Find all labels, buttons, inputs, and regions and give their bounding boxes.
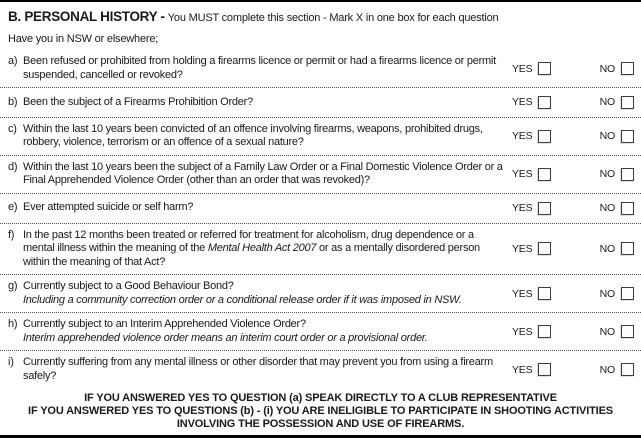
- no-answer: [600, 202, 634, 215]
- no-answer: [600, 62, 634, 75]
- yes-answer: [512, 168, 551, 181]
- question-text: Within the last 10 years been convicted of an offence involving firearms, weapons, prohibited drugs, robbery, violence, terrorism or an offence of a sexual nature?: [23, 122, 483, 149]
- question-text-block: [8, 280, 512, 307]
- answer-group: [512, 363, 634, 376]
- question-row-a: [0, 50, 641, 88]
- question-text: Ever attempted suicide or self harm?: [23, 201, 194, 214]
- question-text-block: [8, 201, 512, 215]
- question-letter: d): [8, 160, 18, 173]
- no-answer: [600, 363, 634, 376]
- answer-group: [512, 62, 634, 75]
- question-g-yes-checkbox[interactable]: [538, 287, 551, 300]
- question-text-block: [8, 96, 512, 110]
- question-a-no-checkbox[interactable]: [621, 62, 634, 75]
- question-note: Including a community correction order or a conditional release order if it was imposed in NSW.: [23, 293, 462, 306]
- no-label: NO: [599, 325, 615, 338]
- question-d-no-checkbox[interactable]: [621, 168, 634, 181]
- question-row-h: [0, 313, 641, 351]
- question-text-block: [8, 161, 512, 188]
- footer-line-1: IF YOU ANSWERED YES TO QUESTION (a) SPEAK DIRECTLY TO A CLUB REPRESENTATIVE: [84, 392, 557, 404]
- yes-label: YES: [512, 325, 533, 338]
- question-letter: c): [8, 122, 17, 135]
- question-h-yes-checkbox[interactable]: [538, 325, 551, 338]
- yes-answer: [512, 325, 551, 338]
- answer-group: [512, 130, 634, 143]
- footer-line-3: INVOLVING THE POSSESSION AND USE OF FIREARMS.: [176, 418, 465, 430]
- yes-label: YES: [512, 130, 533, 143]
- question-g-no-checkbox[interactable]: [621, 287, 634, 300]
- section-title: B. PERSONAL HISTORY -: [8, 9, 165, 24]
- question-a-yes-checkbox[interactable]: [538, 62, 551, 75]
- question-i-no-checkbox[interactable]: [621, 363, 634, 376]
- question-b-yes-checkbox[interactable]: [538, 96, 551, 109]
- question-text: Currently suffering from any mental illness or other disorder that may prevent you from using a firearm safely?: [23, 356, 493, 382]
- yes-label: YES: [512, 96, 533, 109]
- question-text: Within the last 10 years been the subject of a Family Law Order or a Final Domestic Violence Order or a Final Apprehended Violence Order (other than an order that was revoked)?: [23, 160, 503, 187]
- question-row-d: [0, 156, 641, 194]
- question-c-no-checkbox[interactable]: [621, 130, 634, 143]
- no-answer: [600, 168, 634, 181]
- answer-group: [512, 242, 634, 255]
- intro-text: Have you in NSW or elsewhere;: [8, 33, 159, 45]
- question-text: Currently subject to an Interim Apprehended Violence Order?: [23, 318, 306, 330]
- yes-label: YES: [512, 168, 533, 181]
- question-text: Currently subject to a Good Behaviour Bond?: [23, 280, 234, 292]
- question-e-no-checkbox[interactable]: [621, 202, 634, 215]
- question-text-block: [8, 356, 512, 383]
- answer-group: [512, 325, 634, 338]
- question-text-block: [8, 55, 512, 82]
- yes-label: YES: [512, 202, 533, 215]
- question-letter: i): [8, 356, 14, 368]
- no-label: NO: [599, 242, 615, 255]
- yes-label: YES: [512, 363, 533, 376]
- question-letter: a): [8, 55, 18, 67]
- question-text: Been the subject of a Firearms Prohibition Order?: [23, 95, 253, 108]
- section-header: [0, 2, 641, 26]
- yes-answer: [512, 242, 551, 255]
- yes-answer: [512, 62, 551, 75]
- no-label: NO: [599, 202, 615, 215]
- yes-label: YES: [512, 287, 533, 300]
- question-text-block: [8, 229, 512, 270]
- no-answer: [600, 96, 634, 109]
- question-b-no-checkbox[interactable]: [621, 96, 634, 109]
- no-label: NO: [599, 62, 615, 75]
- question-h-no-checkbox[interactable]: [621, 325, 634, 338]
- no-label: NO: [599, 168, 615, 181]
- answer-group: [512, 202, 634, 215]
- yes-label: YES: [512, 242, 533, 255]
- no-label: NO: [599, 96, 615, 109]
- question-row-i: [0, 351, 641, 388]
- yes-label: YES: [512, 62, 533, 75]
- question-note: Interim apprehended violence order means an interim court order or a provisional order.: [23, 331, 428, 344]
- question-e-yes-checkbox[interactable]: [538, 202, 551, 215]
- question-letter: f): [8, 228, 15, 241]
- question-row-e: [0, 194, 641, 224]
- footer-line-2: IF YOU ANSWERED YES TO QUESTIONS (b) - (i) YOU ARE INELIGIBLE TO PARTICIPATE IN SHOOTING ACTIVITIES: [28, 405, 613, 417]
- yes-answer: [512, 96, 551, 109]
- question-text: Been refused or prohibited from holding a firearms licence or permit or had a firearms licence or permit suspended, cancelled or revoked?: [23, 55, 496, 81]
- answer-group: [512, 168, 634, 181]
- yes-answer: [512, 287, 551, 300]
- question-f-yes-checkbox[interactable]: [538, 242, 551, 255]
- question-list: [0, 50, 641, 388]
- yes-answer: [512, 202, 551, 215]
- yes-answer: [512, 363, 551, 376]
- no-answer: [600, 130, 634, 143]
- yes-answer: [512, 130, 551, 143]
- question-i-yes-checkbox[interactable]: [538, 363, 551, 376]
- no-label: NO: [599, 130, 615, 143]
- question-c-yes-checkbox[interactable]: [538, 130, 551, 143]
- footer-warning: [0, 388, 641, 435]
- no-answer: [600, 242, 634, 255]
- answer-group: [512, 96, 634, 109]
- section-subtitle: You MUST complete this section - Mark X in one box for each question: [167, 12, 499, 24]
- no-label: NO: [599, 287, 615, 300]
- question-letter: e): [8, 201, 18, 214]
- question-row-g: [0, 275, 641, 313]
- no-answer: [600, 287, 634, 300]
- no-label: NO: [599, 363, 615, 376]
- question-row-c: [0, 118, 641, 156]
- question-row-f: [0, 224, 641, 276]
- question-text-block: [8, 318, 512, 345]
- answer-group: [512, 287, 634, 300]
- question-letter: b): [8, 95, 18, 108]
- question-letter: h): [8, 318, 18, 330]
- question-f-no-checkbox[interactable]: [621, 242, 634, 255]
- question-row-b: [0, 88, 641, 118]
- question-letter: g): [8, 280, 18, 292]
- no-answer: [600, 325, 634, 338]
- question-text-block: [8, 123, 512, 150]
- question-d-yes-checkbox[interactable]: [538, 168, 551, 181]
- question-text: In the past 12 months been treated or referred for treatment for alcoholism, drug dependence or a mental illness within the meaning of the Mental Health Act 2007 or as a mentally disordered person within the meaning of that Act?: [23, 228, 480, 268]
